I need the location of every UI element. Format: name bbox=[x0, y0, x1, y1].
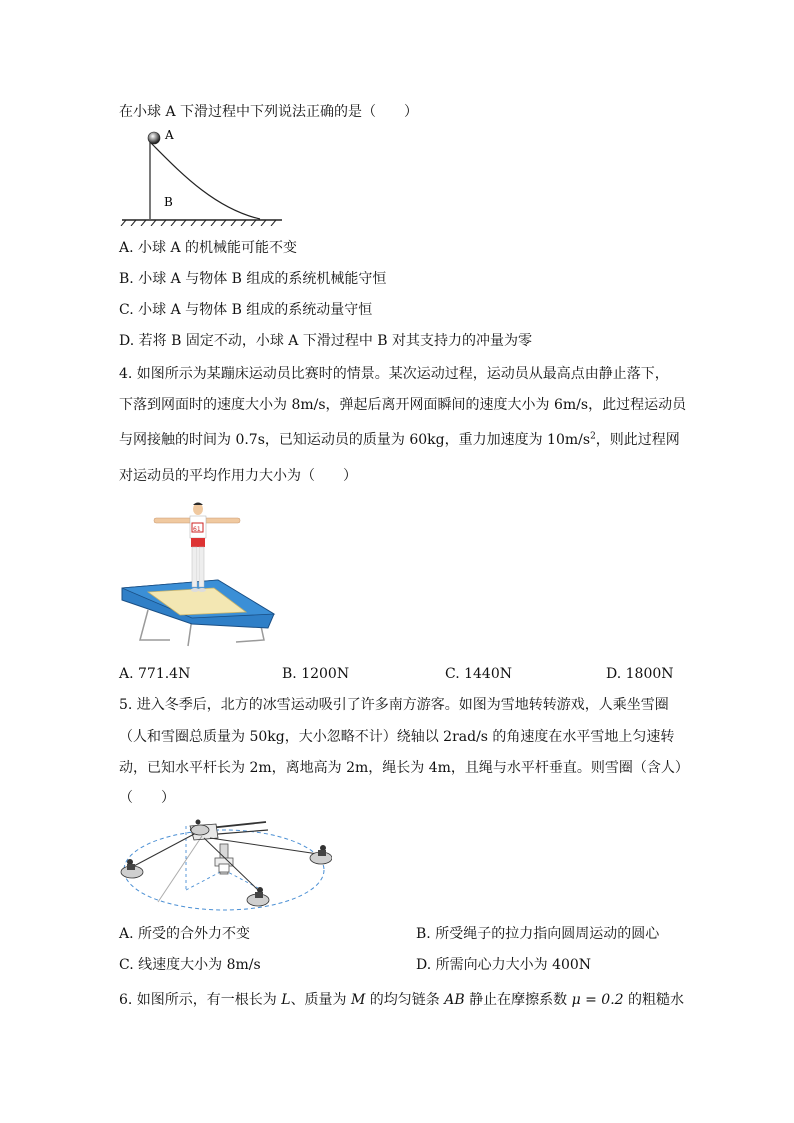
q3-option-a: A. 小球 A 的机械能可能不变 bbox=[119, 240, 298, 256]
q5-option-d: D. 所需向心力大小为 400N bbox=[416, 957, 592, 973]
var-M: M bbox=[351, 992, 366, 1008]
ball-a bbox=[148, 132, 160, 144]
snow-ring-top bbox=[191, 820, 209, 836]
snow-ring-right bbox=[310, 845, 332, 864]
athlete-bib: 61 bbox=[193, 526, 201, 533]
q3-option-c: C. 小球 A 与物体 B 组成的系统动量守恒 bbox=[119, 302, 373, 318]
q3-slope-figure bbox=[118, 126, 286, 226]
q4-line-1: 4. 如图所示为某蹦床运动员比赛时的情景。某次运动过程，运动员从最高点由静止落下， bbox=[119, 366, 669, 382]
q4-option-a: A. 771.4N bbox=[119, 666, 191, 682]
exponent: 2 bbox=[590, 431, 596, 442]
label-b: B bbox=[164, 195, 173, 209]
q3-option-b: B. 小球 A 与物体 B 组成的系统机械能守恒 bbox=[119, 271, 387, 287]
q5-line-3: 动，已知水平杆长为 2m，离地高为 2m，绳长为 4m，且绳与水平杆垂直。则雪圈（含人） bbox=[119, 760, 689, 776]
q5-option-c: C. 线速度大小为 8m/s bbox=[119, 957, 261, 973]
snow-ring-bottom bbox=[247, 887, 269, 906]
q4-option-d: D. 1800N bbox=[606, 666, 674, 682]
q4-line-4: 对运动员的平均作用力大小为（ ） bbox=[119, 468, 357, 484]
q5-line-4: （ ） bbox=[119, 790, 175, 806]
snow-ring-left bbox=[121, 859, 143, 878]
athlete-shorts bbox=[191, 538, 205, 547]
q5-line-1: 5. 进入冬季后，北方的冰雪运动吸引了许多南方游客。如图为雪地转转游戏，人乘坐雪圈 bbox=[119, 697, 669, 713]
q5-option-b: B. 所受绳子的拉力指向圆周运动的圆心 bbox=[416, 926, 660, 942]
label-a: A bbox=[165, 128, 174, 142]
q3-option-d: D. 若将 B 固定不动，小球 A 下滑过程中 B 对其支持力的冲量为零 bbox=[119, 333, 533, 349]
q3-stem: 在小球 A 下滑过程中下列说法正确的是（ ） bbox=[119, 104, 419, 120]
var-AB: AB bbox=[444, 992, 465, 1008]
ground-hatch bbox=[121, 220, 276, 226]
trampoline-figure bbox=[118, 500, 278, 648]
q4-line-2: 下落到网面时的速度大小为 8m/s，弹起后离开网面瞬间的速度大小为 6m/s，此过程运动员 bbox=[119, 397, 687, 413]
athlete bbox=[154, 503, 240, 593]
q4-option-c: C. 1440N bbox=[445, 666, 512, 682]
q5-option-a: A. 所受的合外力不变 bbox=[119, 926, 251, 942]
q6-line-1: 6. 如图所示，有一根长为 L、质量为 M 的均匀链条 AB 静止在摩擦系数 μ = 0.2 的粗糙水 bbox=[119, 992, 685, 1008]
q4-line-3: 与网接触的时间为 0.7s，已知运动员的质量为 60kg，重力加速度为 $10m/s^2$，则此过程网 bbox=[119, 431, 680, 448]
var-mu: μ = 0.2 bbox=[571, 992, 624, 1008]
var-L: L bbox=[281, 992, 291, 1008]
snow-ring-figure bbox=[118, 818, 332, 920]
q5-line-2: （人和雪圈总质量为 50kg，大小忽略不计）绕轴以 2rad/s 的角速度在水平雪地上匀速转 bbox=[119, 729, 675, 745]
q4-option-b: B. 1200N bbox=[282, 666, 350, 682]
